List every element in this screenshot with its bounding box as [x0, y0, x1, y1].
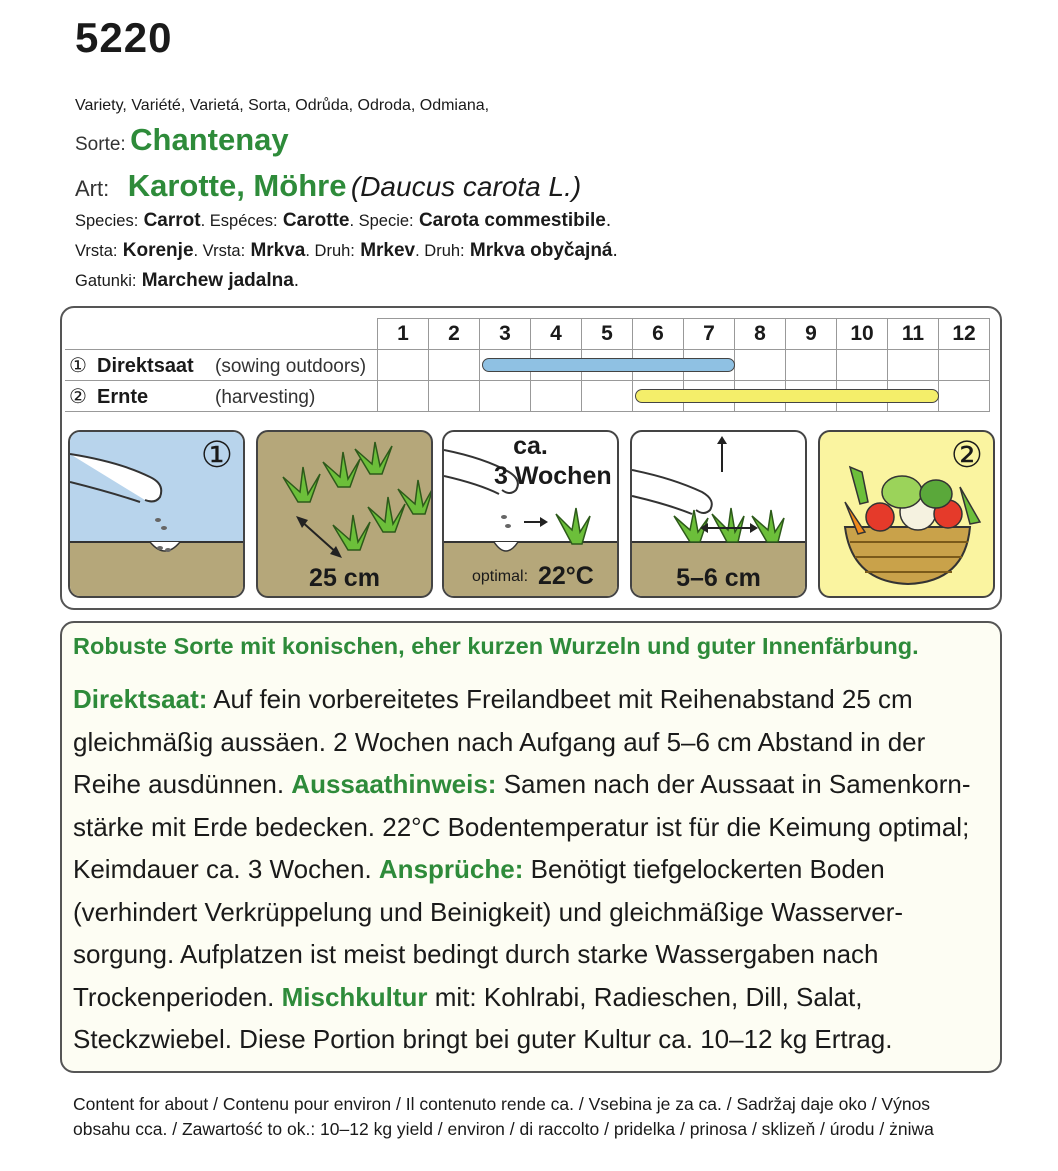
month-10: 10 — [837, 319, 888, 350]
step-2-badge: ② — [950, 434, 983, 475]
harvest-row-label — [65, 381, 378, 412]
species-value: Carota commestibile — [418, 210, 606, 231]
month-3: 3 — [480, 319, 531, 350]
germination-ca: ca. — [513, 432, 548, 460]
sowing-period-bar — [482, 358, 735, 372]
body-text: Samen nach der Aussaat in Samenkorn- — [496, 769, 971, 799]
sowing-number: ① — [69, 354, 87, 377]
body-text: Keimdauer ca. 3 Wochen. — [73, 854, 379, 884]
month-11: 11 — [888, 319, 939, 350]
month-header-row — [65, 319, 990, 350]
month-2: 2 — [429, 319, 480, 350]
optimal-label: optimal: — [472, 568, 529, 585]
sowing-name: Direktsaat — [97, 354, 194, 377]
body-text: Benötigt tiefgelockerten Boden — [523, 854, 885, 884]
variety-headline: Robuste Sorte mit konischen, eher kurzen Wurzeln und guter Innenfärbung. — [73, 633, 919, 659]
body-text: Reihe ausdünnen. — [73, 769, 292, 799]
body-text: sorgung. Aufplatzen ist meist bedingt durch starke Wassergaben nach — [73, 939, 879, 969]
variety-languages: Variety, Variété, Varietá, Sorta, Odrůda, Odroda, Odmiana, — [75, 97, 490, 114]
species-label: Vrsta: — [75, 242, 118, 260]
species-label: Species: — [75, 212, 139, 230]
pictogram-row-spacing — [256, 430, 433, 598]
punct: . — [612, 240, 618, 261]
harvest-period-bar — [635, 389, 939, 403]
plant-spacing-label: 5–6 cm — [676, 564, 761, 592]
species-label: . Druh: — [305, 242, 355, 260]
sowing-en: (sowing outdoors) — [215, 355, 367, 377]
harvest-number: ② — [69, 385, 87, 408]
species-value: Mrkva — [250, 240, 306, 261]
yield-footer — [73, 1092, 934, 1142]
month-9: 9 — [786, 319, 837, 350]
species-name: Karotte, Möhre — [127, 168, 347, 203]
body-text: Auf fein vorbereitetes Freilandbeet mit Reihenabstand 25 cm — [207, 684, 913, 714]
harvest-en: (harvesting) — [215, 386, 316, 408]
species-translations-1 — [75, 210, 611, 232]
pictogram-thinning — [630, 430, 807, 598]
species-value: Carotte — [282, 210, 350, 231]
step-1-badge: ① — [200, 434, 233, 475]
harvest-name: Ernte — [97, 385, 149, 408]
sowing-note-heading: Aussaathinweis: — [291, 769, 497, 799]
species-label: . Espéces: — [200, 212, 278, 230]
species-value: Korenje — [122, 240, 194, 261]
species-label: . Druh: — [415, 242, 465, 260]
pictogram-harvest — [818, 430, 995, 598]
punct: . — [293, 270, 300, 291]
species-label: Gatunki: — [75, 272, 137, 290]
body-text: (verhindert Verkrüppelung und Beinigkeit) und gleichmäßige Wasserver- — [73, 896, 904, 927]
body-text: Steckzwiebel. Diese Portion bringt bei guter Kultur ca. 10–12 kg Ertrag. — [73, 1024, 893, 1054]
species-translations-3 — [75, 270, 299, 292]
body-text: mit: Kohlrabi, Radieschen, Dill, Salat, — [427, 981, 863, 1012]
footer-line-2: obsahu cca. / Zawartość to ok.: 10–12 kg yield / environ / di raccolto / pridelka / prinosa / sklizeň / úrodu / żniwa — [73, 1119, 934, 1139]
latin-name: (Daucus carota L.) — [350, 171, 582, 202]
species-label: . Vrsta: — [193, 242, 246, 260]
article-number: 5220 — [75, 14, 173, 61]
month-4: 4 — [531, 319, 582, 350]
direct-sowing-heading: Direktsaat: — [73, 684, 208, 714]
pictogram-germination — [442, 430, 619, 598]
art-label: Art: — [75, 176, 110, 201]
body-text: stärke mit Erde bedecken. 22°C Bodentemperatur ist für die Keimung optimal; — [73, 811, 970, 842]
sowing-row-label — [65, 350, 378, 381]
requirements-heading: Ansprüche: — [378, 854, 524, 884]
variety-name: Chantenay — [130, 122, 289, 157]
species-value: Carrot — [143, 210, 201, 231]
germination-duration: 3 Wochen — [494, 462, 612, 490]
punct: . — [605, 210, 612, 231]
month-12: 12 — [939, 319, 990, 350]
sorte-label: Sorte: — [75, 134, 126, 155]
species-label: . Specie: — [349, 212, 414, 230]
species-translations-2 — [75, 240, 618, 262]
variety-line — [75, 122, 289, 158]
month-8: 8 — [735, 319, 786, 350]
month-6: 6 — [633, 319, 684, 350]
body-text: Trockenperioden. — [73, 981, 282, 1012]
month-7: 7 — [684, 319, 735, 350]
corner-cell — [65, 319, 378, 350]
row-spacing-label: 25 cm — [309, 564, 380, 592]
species-line — [75, 168, 581, 204]
footer-line-1: Content for about / Contenu pour environ / Il contenuto rende ca. / Vsebina je za ca. / Sadržaj daje oko / Výnos — [73, 1094, 931, 1114]
optimal-temperature: 22°C — [538, 562, 594, 590]
cultivation-instructions — [73, 678, 993, 1061]
body-text: gleichmäßig aussäen. 2 Wochen nach Aufgang auf 5–6 cm Abstand in der — [73, 726, 926, 757]
species-value: Mrkev — [360, 240, 416, 261]
companion-planting-heading: Mischkultur — [281, 981, 428, 1012]
month-1: 1 — [378, 319, 429, 350]
species-value: Marchew jadalna — [141, 270, 294, 291]
month-5: 5 — [582, 319, 633, 350]
pictogram-sowing — [68, 430, 245, 598]
species-value: Mrkva obyčajná — [469, 240, 613, 261]
